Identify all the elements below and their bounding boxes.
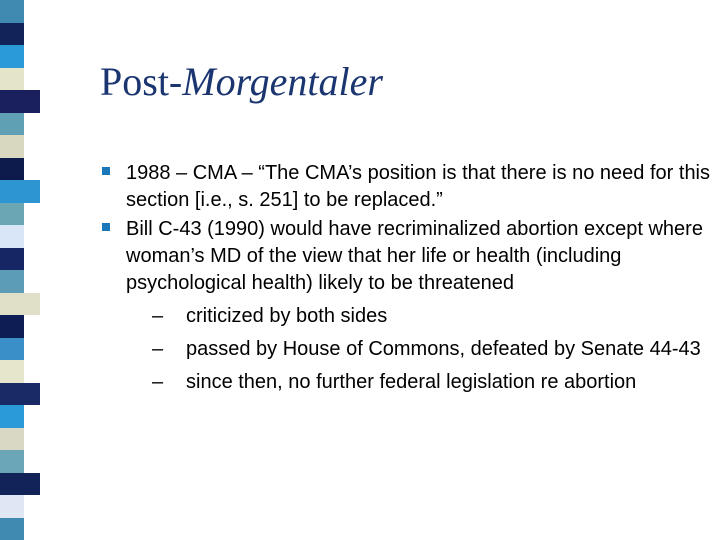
slide-title: [100, 58, 383, 105]
title-plain: Post-: [100, 59, 183, 104]
square-bullet-icon: [102, 167, 110, 175]
stripe-block: [0, 315, 24, 338]
bullet-text: Bill C-43 (1990) would have recriminalized abortion except where woman’s MD of the view that her life or health (including psychological health) likely to be threatened: [126, 218, 703, 294]
stripe-block: [0, 203, 24, 226]
stripe-block: [0, 0, 24, 23]
stripe-block: [0, 405, 24, 428]
stripe-block: [0, 495, 24, 518]
sub-bullet-item: [126, 369, 710, 396]
title-italic: Morgentaler: [182, 59, 383, 104]
stripe-block: [0, 135, 24, 158]
bullet-item: [100, 216, 710, 396]
stripe-block: [0, 360, 24, 383]
sub-bullet-item: [126, 303, 710, 330]
stripe-block: [0, 23, 24, 46]
stripe-block: [0, 180, 40, 203]
stripe-block: [0, 225, 24, 248]
bullet-text: 1988 – CMA – “The CMA’s position is that there is no need for this section [i.e., s. 251] to be replaced.”: [126, 162, 711, 211]
sub-bullet-item: [126, 336, 710, 363]
dash-marker: –: [152, 338, 164, 360]
slide-body: [100, 160, 710, 398]
stripe-block: [0, 113, 24, 136]
stripe-block: [0, 518, 24, 540]
square-bullet-icon: [102, 223, 110, 231]
sub-bullet-text: since then, no further federal legislation re abortion: [186, 371, 637, 393]
sub-bullet-text: passed by House of Commons, defeated by Senate 44-43: [186, 338, 701, 360]
stripe-block: [0, 270, 24, 293]
stripe-block: [0, 473, 40, 496]
stripe-block: [0, 383, 40, 406]
stripe-block: [0, 428, 24, 451]
stripe-block: [0, 248, 24, 271]
stripe-block: [0, 45, 24, 68]
stripe-block: [0, 338, 24, 361]
bullet-item: [100, 160, 710, 214]
stripe-block: [0, 450, 24, 473]
decorative-stripe-bar: [0, 0, 24, 540]
stripe-block: [0, 90, 40, 113]
dash-marker: –: [152, 305, 164, 327]
stripe-block: [0, 158, 24, 181]
stripe-block: [0, 293, 40, 316]
dash-marker: –: [152, 371, 164, 393]
sub-bullet-text: criticized by both sides: [186, 305, 388, 327]
stripe-block: [0, 68, 24, 91]
